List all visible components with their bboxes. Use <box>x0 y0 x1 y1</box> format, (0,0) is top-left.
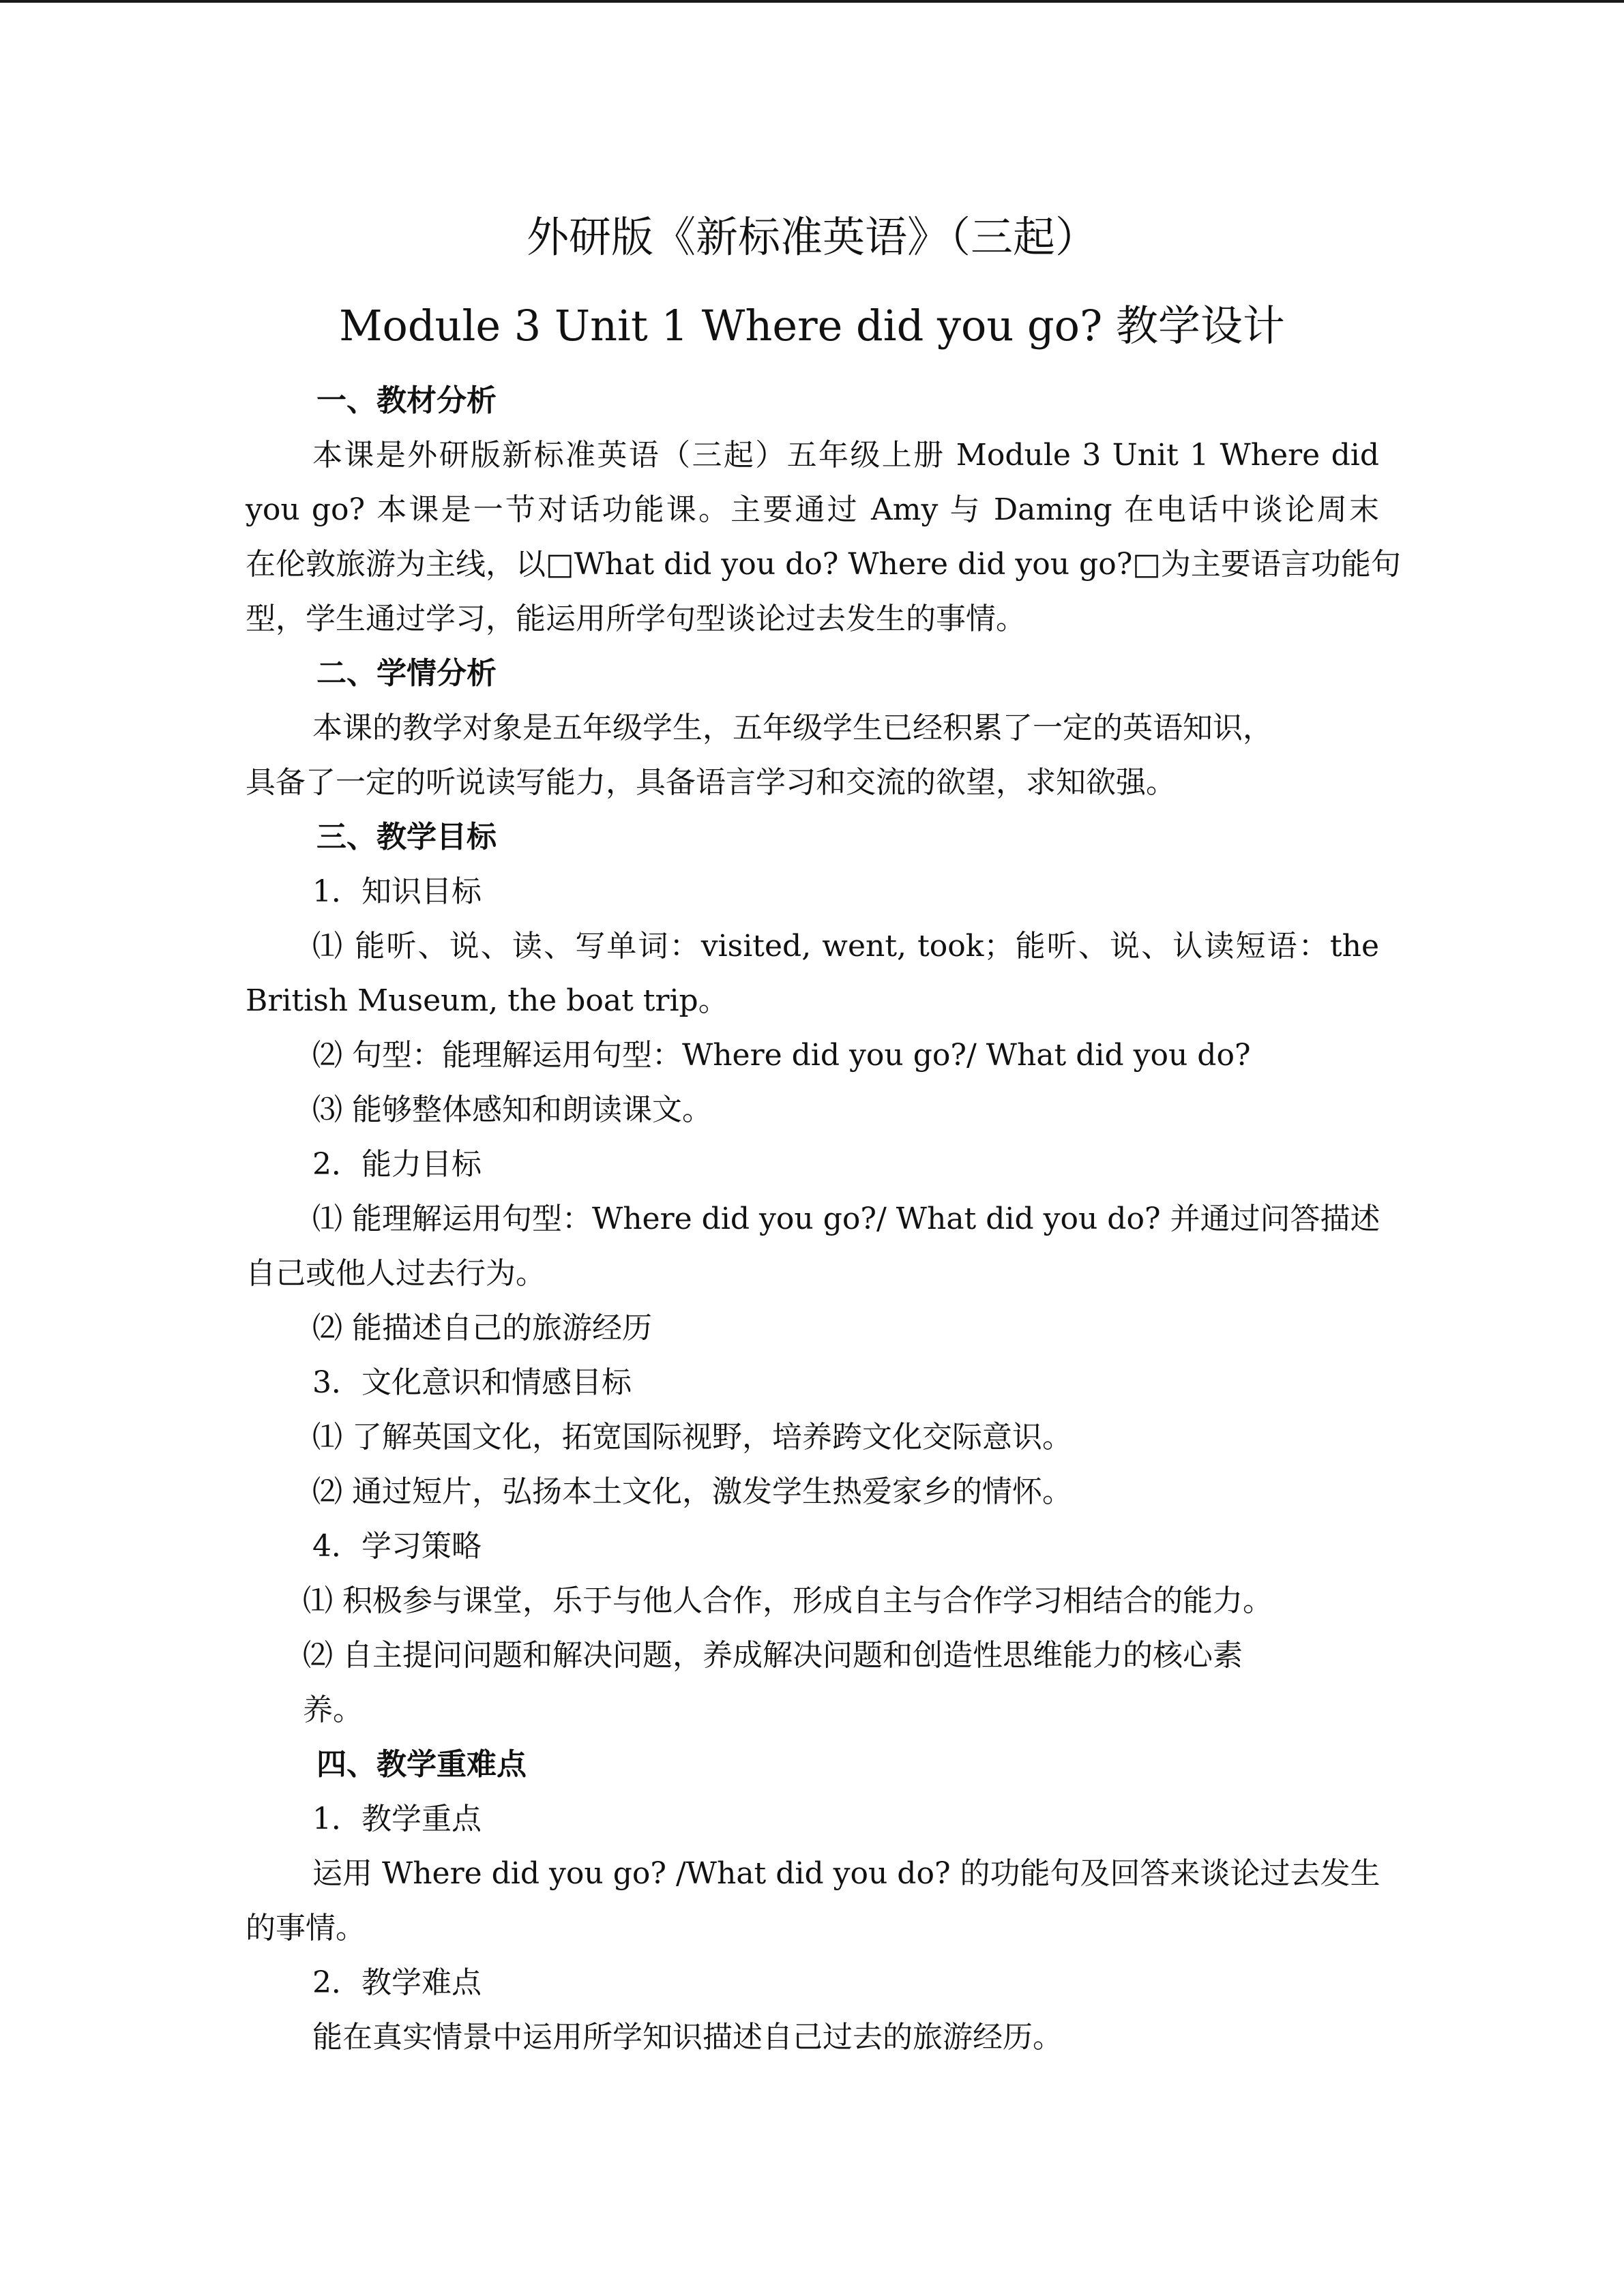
list-item: ⑴ 能听、说、读、写单词：visited, went, took；能听、说、认读短语：the <box>312 929 1379 964</box>
paragraph-line: 的事情。 <box>246 1911 366 1945</box>
list-item: ⑶ 能够整体感知和朗读课文。 <box>312 1092 712 1127</box>
list-item-continuation: 养。 <box>303 1693 363 1727</box>
paragraph-line: you go? 本课是一节对话功能课。主要通过 Amy 与 Daming 在电话中谈论周末 <box>246 492 1379 527</box>
subheading-learning-strategies: 4．学习策略 <box>312 1529 482 1564</box>
list-item: ⑴ 积极参与课堂，乐于与他人合作，形成自主与合作学习相结合的能力。 <box>303 1583 1273 1618</box>
document-subtitle: Module 3 Unit 1 Where did you go? 教学设计 <box>339 301 1285 351</box>
list-item: ⑵ 能描述自己的旅游经历 <box>312 1311 652 1345</box>
paragraph-line: 型，学生通过学习，能运用所学句型谈论过去发生的事情。 <box>246 601 1026 636</box>
document-title: 外研版《新标准英语》（三起） <box>526 212 1097 262</box>
list-item-continuation: British Museum, the boat trip。 <box>246 983 728 1018</box>
subheading-difficult-points: 2．教学难点 <box>312 1965 482 2000</box>
paragraph-line: 具备了一定的听说读写能力，具备语言学习和交流的欲望，求知欲强。 <box>246 765 1176 800</box>
subheading-key-points: 1．教学重点 <box>312 1802 482 1836</box>
list-item: ⑵ 通过短片，弘扬本土文化，激发学生热爱家乡的情怀。 <box>312 1474 1072 1509</box>
list-item: ⑴ 了解英国文化，拓宽国际视野，培养跨文化交际意识。 <box>312 1420 1072 1455</box>
section-heading-textbook-analysis: 一、教材分析 <box>316 383 497 418</box>
paragraph-line: 本课是外研版新标准英语（三起）五年级上册 Module 3 Unit 1 Where did <box>312 438 1379 473</box>
paragraph-line: 能在真实情景中运用所学知识描述自己过去的旅游经历。 <box>312 2020 1063 2055</box>
list-item: ⑵ 句型：能理解运用句型：Where did you go?/ What did you do? <box>312 1038 1251 1073</box>
section-heading-teaching-objectives: 三、教学目标 <box>316 820 497 854</box>
subheading-culture-emotion-objectives: 3．文化意识和情感目标 <box>312 1365 632 1400</box>
subheading-knowledge-objectives: 1．知识目标 <box>312 874 482 909</box>
list-item: ⑵ 自主提问问题和解决问题，养成解决问题和创造性思维能力的核心素 <box>303 1638 1243 1673</box>
list-item: ⑴ 能理解运用句型：Where did you go?/ What did you do? 并通过问答描述 <box>312 1202 1381 1236</box>
subheading-ability-objectives: 2．能力目标 <box>312 1147 482 1182</box>
paragraph-line: 在伦敦旅游为主线，以□What did you do? Where did you go?□为主要语言功能句 <box>246 547 1401 582</box>
section-heading-student-analysis: 二、学情分析 <box>316 656 497 691</box>
section-heading-key-difficult-points: 四、教学重难点 <box>316 1747 527 1782</box>
list-item-continuation: 自己或他人过去行为。 <box>246 1256 546 1291</box>
document-body <box>246 374 1401 2065</box>
paragraph-line: 本课的教学对象是五年级学生，五年级学生已经积累了一定的英语知识， <box>312 711 1273 745</box>
paragraph-line: 运用 Where did you go? /What did you do? 的功能句及回答来谈论过去发生 <box>312 1856 1381 1891</box>
